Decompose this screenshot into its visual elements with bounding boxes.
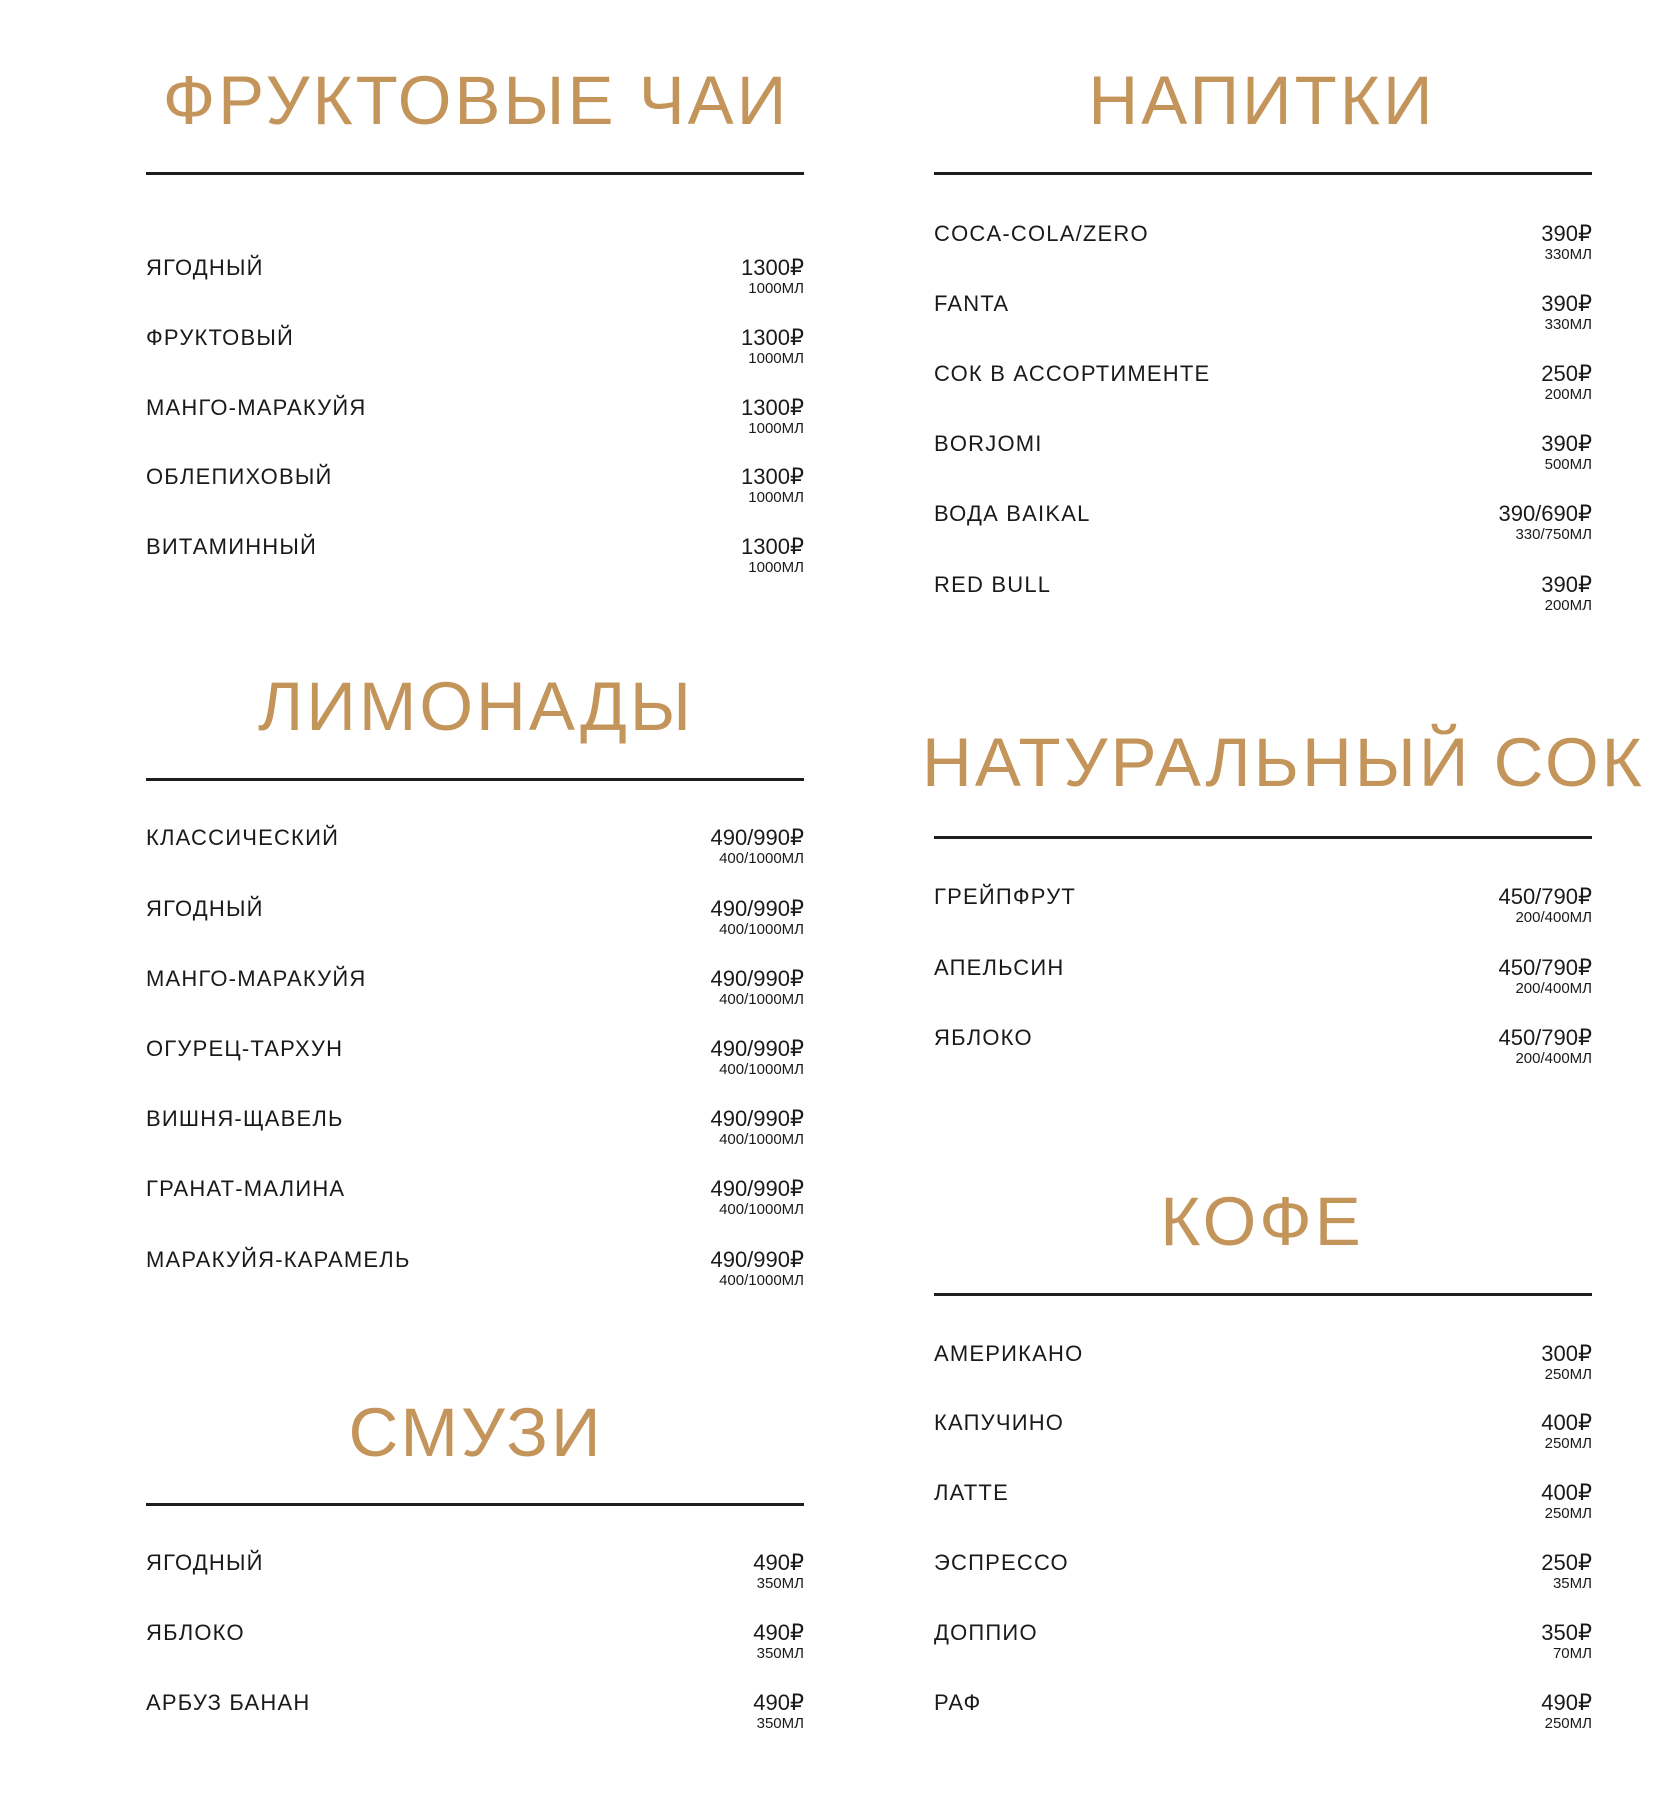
item-volume: 330МЛ bbox=[1544, 246, 1592, 263]
item-volume: 350МЛ bbox=[756, 1575, 804, 1592]
menu-item bbox=[934, 957, 1592, 1017]
menu-item bbox=[934, 1412, 1592, 1472]
item-volume: 1000МЛ bbox=[748, 280, 804, 297]
item-price: 490/990₽ bbox=[710, 1106, 804, 1131]
menu-item bbox=[146, 327, 804, 387]
item-price: 1300₽ bbox=[741, 464, 804, 489]
menu-item bbox=[934, 1622, 1592, 1682]
item-price: 490/990₽ bbox=[710, 896, 804, 921]
menu-item bbox=[934, 503, 1592, 563]
item-volume: 1000МЛ bbox=[748, 559, 804, 576]
menu-item bbox=[146, 397, 804, 457]
item-name: BORJOMI bbox=[934, 431, 1043, 456]
item-price: 300₽ bbox=[1541, 1341, 1592, 1366]
item-volume: 200/400МЛ bbox=[1515, 909, 1592, 926]
item-price: 400₽ bbox=[1541, 1480, 1592, 1505]
menu-item bbox=[146, 1622, 804, 1682]
item-name: ФРУКТОВЫЙ bbox=[146, 325, 295, 350]
item-price: 450/790₽ bbox=[1498, 1025, 1592, 1050]
menu-item bbox=[934, 293, 1592, 353]
menu-item bbox=[934, 1692, 1592, 1752]
item-price: 390/690₽ bbox=[1498, 501, 1592, 526]
section-divider bbox=[146, 172, 804, 175]
item-price: 1300₽ bbox=[741, 534, 804, 559]
item-name: FANTA bbox=[934, 291, 1010, 316]
item-name: ЯГОДНЫЙ bbox=[146, 1550, 264, 1575]
menu-item bbox=[146, 466, 804, 526]
item-volume: 400/1000МЛ bbox=[719, 1272, 804, 1289]
item-price: 490/990₽ bbox=[710, 1176, 804, 1201]
item-name: ЭСПРЕССО bbox=[934, 1550, 1069, 1575]
item-name: ГРЕЙПФРУТ bbox=[934, 884, 1077, 909]
item-price: 390₽ bbox=[1541, 431, 1592, 456]
section-divider bbox=[934, 1293, 1592, 1296]
menu-item bbox=[146, 898, 804, 958]
item-name: ЛАТТЕ bbox=[934, 1480, 1009, 1505]
item-volume: 400/1000МЛ bbox=[719, 1131, 804, 1148]
item-name: ЯГОДНЫЙ bbox=[146, 255, 264, 280]
section-title-coffee: КОФЕ bbox=[1160, 1183, 1364, 1260]
section-divider bbox=[934, 172, 1592, 175]
menu-item bbox=[934, 223, 1592, 283]
item-name: RED BULL bbox=[934, 572, 1052, 597]
menu-item bbox=[146, 1038, 804, 1098]
item-price: 1300₽ bbox=[741, 325, 804, 350]
item-price: 490/990₽ bbox=[710, 966, 804, 991]
item-name: МАНГО-МАРАКУЙЯ bbox=[146, 966, 367, 991]
item-volume: 70МЛ bbox=[1552, 1645, 1592, 1662]
menu-item bbox=[146, 1249, 804, 1309]
item-volume: 250МЛ bbox=[1544, 1505, 1592, 1522]
item-name: РАФ bbox=[934, 1690, 982, 1715]
menu-item bbox=[146, 1552, 804, 1612]
item-price: 490₽ bbox=[753, 1620, 804, 1645]
menu-item bbox=[934, 1482, 1592, 1542]
item-name: ДОППИО bbox=[934, 1620, 1038, 1645]
item-volume: 250МЛ bbox=[1544, 1715, 1592, 1732]
item-volume: 200/400МЛ bbox=[1515, 980, 1592, 997]
item-price: 1300₽ bbox=[741, 395, 804, 420]
item-volume: 1000МЛ bbox=[748, 489, 804, 506]
item-name: ВОДА BAIKAL bbox=[934, 501, 1091, 526]
item-price: 400₽ bbox=[1541, 1410, 1592, 1435]
item-price: 490₽ bbox=[1541, 1690, 1592, 1715]
item-volume: 350МЛ bbox=[756, 1715, 804, 1732]
item-volume: 350МЛ bbox=[756, 1645, 804, 1662]
item-name: АРБУЗ БАНАН bbox=[146, 1690, 311, 1715]
item-name: ЯБЛОКО bbox=[934, 1025, 1033, 1050]
menu-item bbox=[146, 1108, 804, 1168]
item-volume: 500МЛ bbox=[1544, 456, 1592, 473]
item-volume: 400/1000МЛ bbox=[719, 1201, 804, 1218]
item-name: ОБЛЕПИХОВЫЙ bbox=[146, 464, 333, 489]
section-title-smoothies: СМУЗИ bbox=[348, 1394, 604, 1471]
item-price: 250₽ bbox=[1541, 361, 1592, 386]
menu-item bbox=[934, 886, 1592, 946]
item-volume: 35МЛ bbox=[1552, 1575, 1592, 1592]
menu-item bbox=[934, 1343, 1592, 1403]
item-volume: 1000МЛ bbox=[748, 420, 804, 437]
item-price: 390₽ bbox=[1541, 221, 1592, 246]
item-name: ЯБЛОКО bbox=[146, 1620, 245, 1645]
menu-item bbox=[146, 536, 804, 596]
item-name: МАРАКУЙЯ-КАРАМЕЛЬ bbox=[146, 1247, 411, 1272]
item-volume: 200МЛ bbox=[1544, 597, 1592, 614]
item-volume: 400/1000МЛ bbox=[719, 921, 804, 938]
item-price: 490/990₽ bbox=[710, 1247, 804, 1272]
item-name: КАПУЧИНО bbox=[934, 1410, 1065, 1435]
item-name: АМЕРИКАНО bbox=[934, 1341, 1084, 1366]
item-name: АПЕЛЬСИН bbox=[934, 955, 1065, 980]
item-price: 490₽ bbox=[753, 1550, 804, 1575]
item-volume: 200/400МЛ bbox=[1515, 1050, 1592, 1067]
menu-item bbox=[146, 827, 804, 887]
item-volume: 330/750МЛ bbox=[1515, 526, 1592, 543]
item-price: 390₽ bbox=[1541, 572, 1592, 597]
item-volume: 330МЛ bbox=[1544, 316, 1592, 333]
section-title-drinks: НАПИТКИ bbox=[1088, 62, 1436, 139]
item-price: 450/790₽ bbox=[1498, 955, 1592, 980]
item-volume: 250МЛ bbox=[1544, 1435, 1592, 1452]
section-title-lemonades: ЛИМОНАДЫ bbox=[258, 668, 694, 745]
item-name: ОГУРЕЦ-ТАРХУН bbox=[146, 1036, 344, 1061]
section-divider bbox=[146, 778, 804, 781]
menu-item bbox=[934, 433, 1592, 493]
item-volume: 200МЛ bbox=[1544, 386, 1592, 403]
item-volume: 400/1000МЛ bbox=[719, 1061, 804, 1078]
item-price: 490₽ bbox=[753, 1690, 804, 1715]
item-volume: 1000МЛ bbox=[748, 350, 804, 367]
section-title-fruit-tea: ФРУКТОВЫЕ ЧАИ bbox=[162, 62, 790, 139]
item-volume: 400/1000МЛ bbox=[719, 991, 804, 1008]
menu-item bbox=[146, 968, 804, 1028]
menu-item bbox=[934, 1027, 1592, 1087]
item-name: ВИШНЯ-ЩАВЕЛЬ bbox=[146, 1106, 344, 1131]
item-name: COCA-COLA/ZERO bbox=[934, 221, 1149, 246]
item-name: ГРАНАТ-МАЛИНА bbox=[146, 1176, 346, 1201]
item-name: СОК В АССОРТИМЕНТЕ bbox=[934, 361, 1211, 386]
menu-item bbox=[934, 363, 1592, 423]
section-divider bbox=[146, 1503, 804, 1506]
item-price: 450/790₽ bbox=[1498, 884, 1592, 909]
menu-item bbox=[934, 1552, 1592, 1612]
menu-item bbox=[146, 257, 804, 317]
menu-item bbox=[146, 1178, 804, 1238]
item-price: 490/990₽ bbox=[710, 825, 804, 850]
item-name: ВИТАМИННЫЙ bbox=[146, 534, 318, 559]
item-price: 490/990₽ bbox=[710, 1036, 804, 1061]
item-price: 250₽ bbox=[1541, 1550, 1592, 1575]
item-name: МАНГО-МАРАКУЙЯ bbox=[146, 395, 367, 420]
menu-item bbox=[146, 1692, 804, 1752]
item-name: КЛАССИЧЕСКИЙ bbox=[146, 825, 340, 850]
item-name: ЯГОДНЫЙ bbox=[146, 896, 264, 921]
section-divider bbox=[934, 836, 1592, 839]
item-price: 1300₽ bbox=[741, 255, 804, 280]
item-price: 350₽ bbox=[1541, 1620, 1592, 1645]
item-volume: 400/1000МЛ bbox=[719, 850, 804, 867]
item-price: 390₽ bbox=[1541, 291, 1592, 316]
item-volume: 250МЛ bbox=[1544, 1366, 1592, 1383]
menu-item bbox=[934, 574, 1592, 634]
section-title-natural-juice: НАТУРАЛЬНЫЙ СОК bbox=[922, 724, 1645, 801]
